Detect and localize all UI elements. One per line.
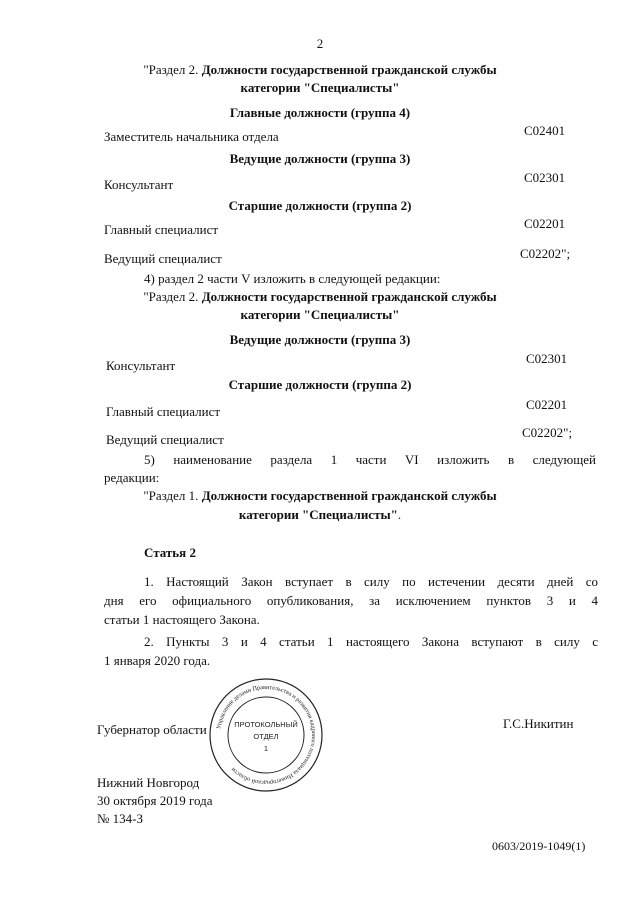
section2-title-line2: категории "Специалисты" — [240, 307, 400, 322]
date-of-signing: 30 октября 2019 года — [97, 793, 213, 808]
stamp-line2: ОТДЕЛ — [253, 732, 279, 741]
section2-title-prefix: "Раздел 2. — [143, 289, 202, 304]
section3-title-prefix: "Раздел 1. — [143, 488, 202, 503]
section1-last-position: Ведущий специалист — [104, 251, 222, 266]
section1-title-line1 — [0, 62, 640, 78]
section1-group2-position: Консультант — [104, 177, 174, 192]
article2-p2-line2: 1 января 2020 года. — [104, 653, 211, 668]
section1-last-code: С02202"; — [520, 246, 571, 261]
section1-group2-code: С02301 — [524, 170, 566, 185]
item5-line1: 5) наименование раздела 1 части VI изложить в следующей — [144, 452, 596, 467]
section2-last-position: Ведущий специалист — [106, 432, 224, 447]
section2-last-code: С02202"; — [522, 425, 573, 440]
stamp-ring-text: Управление делами Правительства и развития кадрового потенциала Нижегородской области — [215, 683, 318, 787]
page-number: 2 — [316, 36, 324, 51]
section2-group1-heading: Ведущие должности (группа 3) — [229, 332, 411, 347]
section2-group2-position: Главный специалист — [106, 404, 221, 419]
section3-title-line2 — [0, 507, 640, 523]
article2-p1-line3: статьи 1 настоящего Закона. — [104, 612, 260, 627]
section1-group3-position: Главный специалист — [104, 222, 219, 237]
protocol-department-stamp — [206, 675, 326, 795]
section1-group1-code: С02401 — [524, 123, 566, 138]
article2-p1-line2: дня его официального опубликования, за исключением пунктов 3 и 4 — [104, 593, 598, 608]
section3-title-line1 — [0, 488, 640, 504]
place-of-signing: Нижний Новгород — [97, 775, 200, 790]
section2-title-bold: Должности государственной гражданской службы — [201, 289, 497, 304]
law-number: № 134-З — [97, 811, 143, 826]
section2-title-line1 — [0, 289, 640, 305]
item4-text: 4) раздел 2 части V изложить в следующей редакции: — [144, 271, 441, 286]
article2-p1-line1: 1. Настоящий Закон вступает в силу по истечении десяти дней со — [144, 574, 598, 589]
section1-group3-heading: Старшие должности (группа 2) — [228, 198, 412, 213]
section3-title-line2-tail: . — [397, 507, 402, 522]
section1-title-prefix: "Раздел 2. — [143, 62, 202, 77]
section1-group3-code: С02201 — [524, 216, 566, 231]
stamp-line3: 1 — [263, 744, 269, 753]
signature-name: Г.С.Никитин — [503, 716, 574, 731]
article2-p2-line1: 2. Пункты 3 и 4 статьи 1 настоящего Закона вступают в силу с — [144, 634, 598, 649]
section2-group2-code: С02201 — [526, 397, 568, 412]
section2-group1-code: С02301 — [526, 351, 568, 366]
signature-title: Губернатор области — [97, 722, 207, 737]
section3-title-bold: Должности государственной гражданской службы — [201, 488, 497, 503]
section1-group1-position: Заместитель начальника отдела — [104, 129, 279, 144]
section2-group1-position: Консультант — [106, 358, 176, 373]
section1-group1-heading: Главные должности (группа 4) — [229, 105, 411, 120]
item5-line2: редакции: — [104, 470, 160, 485]
stamp-graphic — [206, 675, 326, 795]
section1-title-bold: Должности государственной гражданской службы — [201, 62, 497, 77]
section1-title-line2: категории "Специалисты" — [240, 80, 400, 95]
section1-group2-heading: Ведущие должности (группа 3) — [229, 151, 411, 166]
article2-heading: Статья 2 — [144, 545, 196, 560]
registration-code: 0603/2019-1049(1) — [492, 839, 586, 853]
stamp-line1: ПРОТОКОЛЬНЫЙ — [234, 720, 298, 729]
section2-group2-heading: Старшие должности (группа 2) — [228, 377, 412, 392]
section3-title-line2-bold: категории "Специалисты" — [238, 507, 398, 522]
